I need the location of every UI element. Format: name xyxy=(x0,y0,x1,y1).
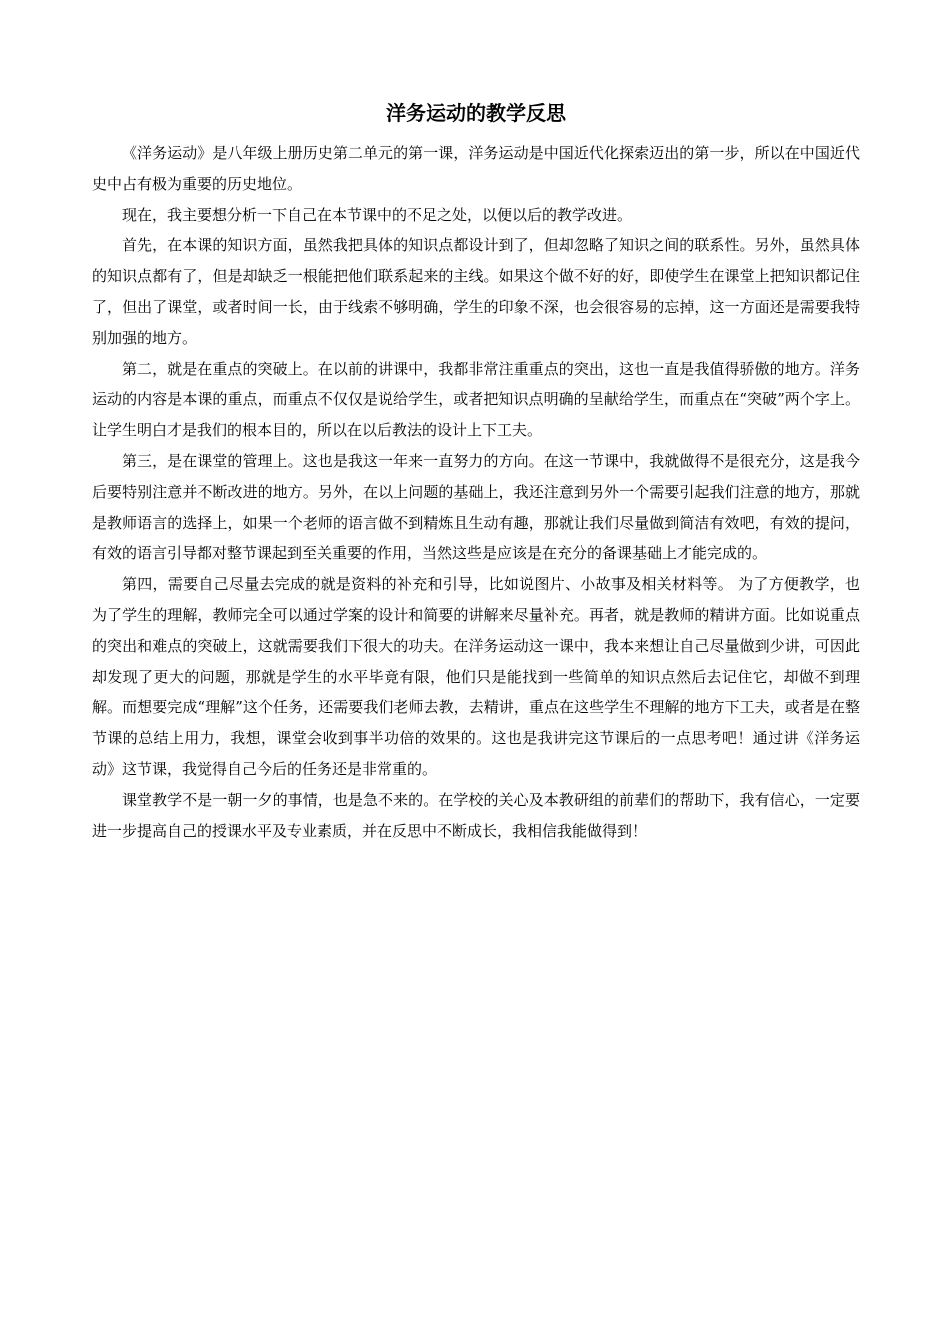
paragraph-fourth-point: 第四，需要自己尽量去完成的就是资料的补充和引导，比如说图片、小故事及相关材料等。 为了方便教学，也为了学生的理解，教师完全可以通过学案的设计和简要的讲解来尽量补充。再者，就是教师的精讲方面。比如说重点的突出和难点的突破上，这就需要我们下很大的功夫。在洋务运动这一课中，我本来想让自己尽量做到少讲，可因此却发现了更大的问题，那就是学生的水平毕竟有限，他们只是能找到一些简单的知识点然后去记住它，却做不到理解。而想要完成“理解”这个任务，还需要我们老师去教，去精讲，重点在这些学生不理解的地方下工夫，或者是在整节课的总结上用力，我想，课堂会收到事半功倍的效果的。这也是我讲完这节课后的一点思考吧！通过讲《洋务运动》这节课，我觉得自己今后的任务还是非常重的。 xyxy=(92,575,860,778)
paragraph-purpose: 现在，我主要想分析一下自己在本节课中的不足之处，以便以后的教学改进。 xyxy=(122,205,633,224)
paragraph-conclusion: 课堂教学不是一朝一夕的事情，也是急不来的。在学校的关心及本教研组的前辈们的帮助下，我有信心，一定要进一步提高自己的授课水平及专业素质，并在反思中不断成长，我相信我能做得到！ xyxy=(92,790,860,840)
paragraph-intro: 《洋务运动》是八年级上册历史第二单元的第一课，洋务运动是中国近代化探索迈出的第一步，所以在中国近代史中占有极为重要的历史地位。 xyxy=(92,144,860,193)
paragraph-first-point: 首先，在本课的知识方面，虽然我把具体的知识点都设计到了，但却忽略了知识之间的联系性。另外，虽然具体的知识点都有了，但是却缺乏一根能把他们联系起来的主线。如果这个做不好的好，即使学生在课堂上把知识都记住了，但出了课堂，或者时间一长，由于线索不够明确，学生的印象不深，也会很容易的忘掉，这一方面还是需要我特别加强的地方。 xyxy=(92,236,860,347)
document-title: 洋务运动的教学反思 xyxy=(386,101,566,125)
paragraph-second-point: 第二，就是在重点的突破上。在以前的讲课中，我都非常注重重点的突出，这也一直是我值得骄傲的地方。洋务运动的内容是本课的重点，而重点不仅仅是说给学生，或者把知识点明确的呈献给学生，而重点在“突破”两个字上。让学生明白才是我们的根本目的，所以在以后教法的设计上下工夫。 xyxy=(92,359,860,440)
document-body xyxy=(92,96,860,846)
paragraph-third-point: 第三，是在课堂的管理上。这也是我这一年来一直努力的方向。在这一节课中，我就做得不是很充分，这是我今后要特别注意并不断改进的地方。另外，在以上问题的基础上，我还注意到另外一个需要引起我们注意的地方，那就是教师语言的选择上，如果一个老师的语言做不到精炼且生动有趣，那就让我们尽量做到简洁有效吧，有效的提问，有效的语言引导都对整节课起到至关重要的作用，当然这些是应该是在充分的备课基础上才能完成的。 xyxy=(92,451,860,563)
